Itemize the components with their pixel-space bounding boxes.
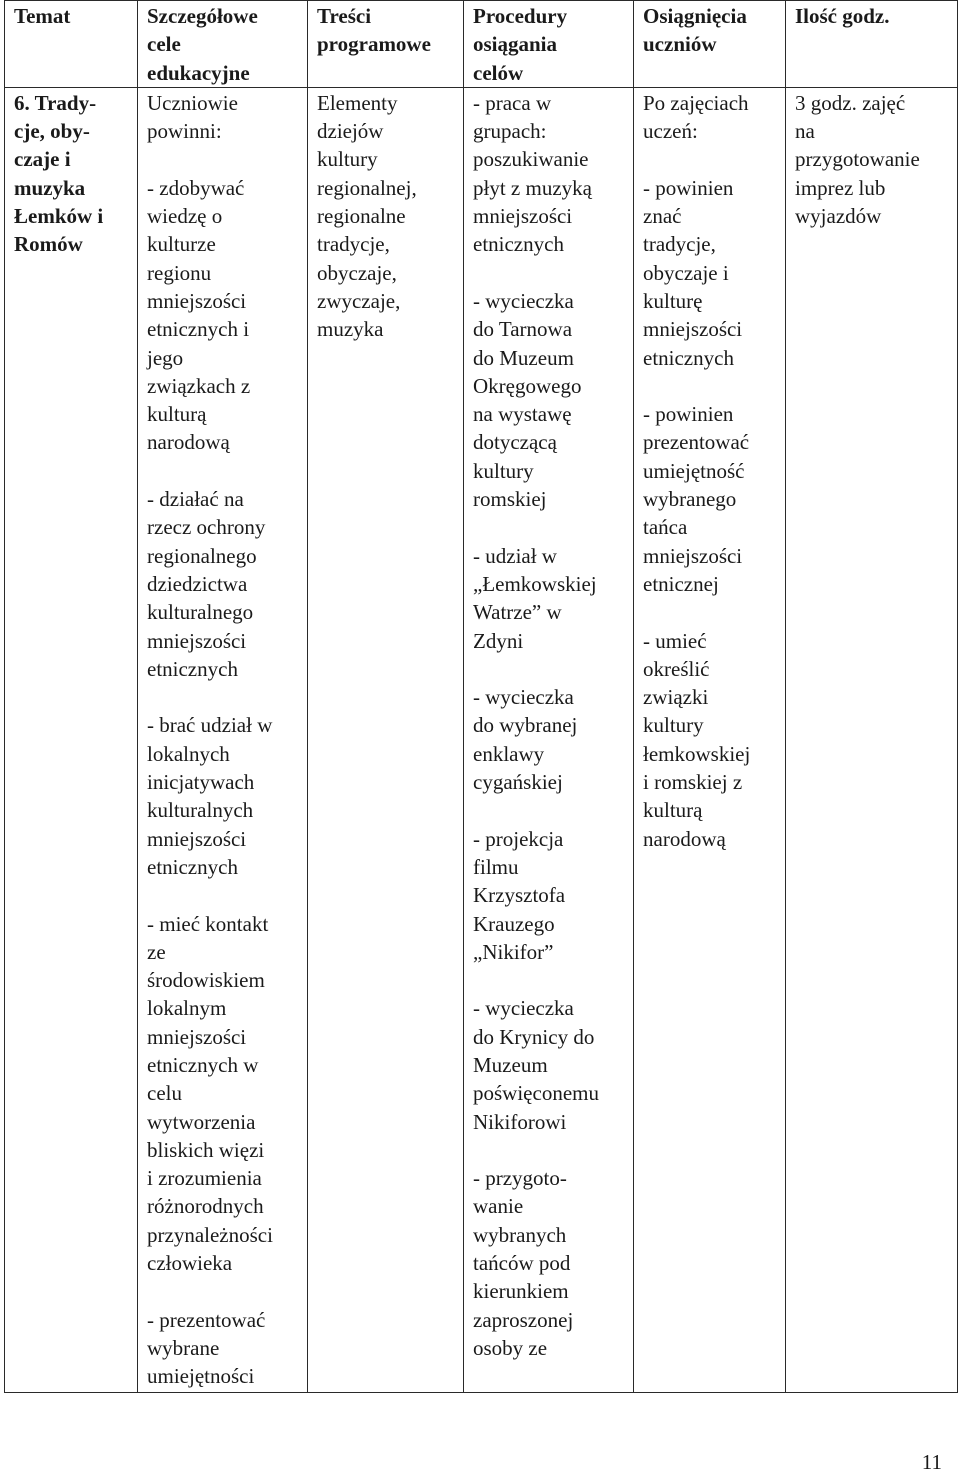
cele-paragraph: - mieć kontakt ze środowiskiem lokalnym mniejszości etnicznych w celu wytworzenia bliskich więzi i zrozumienia różnorodnych przynależności człowieka bbox=[147, 911, 273, 1276]
procedury-paragraph: - wycieczka do Krynicy do Muzeum poświęconemu Nikiforowi bbox=[473, 996, 599, 1134]
osiagniecia-paragraph: - umieć określić związki kultury łemkowskiej i romskiej z kulturą narodową bbox=[643, 628, 751, 851]
header-ilosc: Ilość godz. bbox=[786, 1, 958, 88]
ilosc-paragraph: 3 godz. zajęć na przygotowanie imprez lub wyjazdów bbox=[795, 90, 920, 229]
header-osiagniecia: Osiągnięcia uczniów bbox=[634, 1, 786, 88]
procedury-paragraph: - praca w grupach: poszukiwanie płyt z muzyką mniejszości etnicznych bbox=[473, 90, 592, 257]
header-procedury: Procedury osiągania celów bbox=[464, 1, 634, 88]
cell-temat bbox=[5, 87, 138, 1392]
cell-ilosc bbox=[786, 87, 958, 1392]
curriculum-table bbox=[4, 0, 958, 1393]
procedury-paragraph: - projekcja filmu Krzysztofa Krauzego „Nikifor” bbox=[473, 826, 566, 964]
osiagniecia-paragraph: - powinien prezentować umiejętność wybranego tańca mniejszości etnicznej bbox=[643, 402, 750, 596]
osiagniecia-paragraph: - powinien znać tradycje, obyczaje i kulturę mniejszości etnicznych bbox=[643, 175, 743, 370]
table-row bbox=[5, 87, 958, 1392]
table-header-row bbox=[5, 1, 958, 88]
cell-procedury bbox=[464, 87, 634, 1392]
tresci-paragraph: Elementy dziejów kultury regionalnej, regionalne tradycje, obyczaje, zwyczaje, muzyka bbox=[317, 90, 417, 342]
osiagniecia-paragraph: Po zajęciach uczeń: bbox=[643, 90, 749, 144]
cell-cele bbox=[138, 87, 308, 1392]
cele-paragraph: - zdobywać wiedzę o kulturze regionu mniejszości etnicznych i jego związkach z kulturą narodową bbox=[147, 175, 251, 455]
cele-paragraph: - działać na rzecz ochrony regionalnego dziedzictwa kulturalnego mniejszości etnicznych bbox=[147, 487, 266, 681]
procedury-paragraph: - wycieczka do wybranej enklawy cygańskiej bbox=[473, 685, 578, 795]
procedury-paragraph: - udział w „Łemkowskiej Watrze” w Zdyni bbox=[473, 543, 597, 653]
page-number: 11 bbox=[921, 1450, 942, 1474]
cele-paragraph: - prezentować wybrane umiejętności bbox=[147, 1307, 266, 1389]
cell-osiagniecia bbox=[634, 87, 786, 1392]
document-page bbox=[4, 0, 957, 1393]
header-tresci: Treści programowe bbox=[308, 1, 464, 88]
procedury-paragraph: - przygoto- wanie wybranych tańców pod kierunkiem zaproszonej osoby ze bbox=[473, 1166, 574, 1360]
topic-title: 6. Trady- cje, oby- czaje i muzyka Łemków i Romów bbox=[14, 90, 104, 257]
cell-tresci bbox=[308, 87, 464, 1392]
header-cele: Szczegółowe cele edukacyjne bbox=[138, 1, 308, 88]
cele-paragraph: Uczniowie powinni: bbox=[147, 90, 238, 144]
procedury-paragraph: - wycieczka do Tarnowa do Muzeum Okręgowego na wystawę dotyczącą kultury romskiej bbox=[473, 288, 582, 512]
header-temat: Temat bbox=[5, 1, 138, 88]
cele-paragraph: - brać udział w lokalnych inicjatywach kulturalnych mniejszości etnicznych bbox=[147, 713, 273, 879]
